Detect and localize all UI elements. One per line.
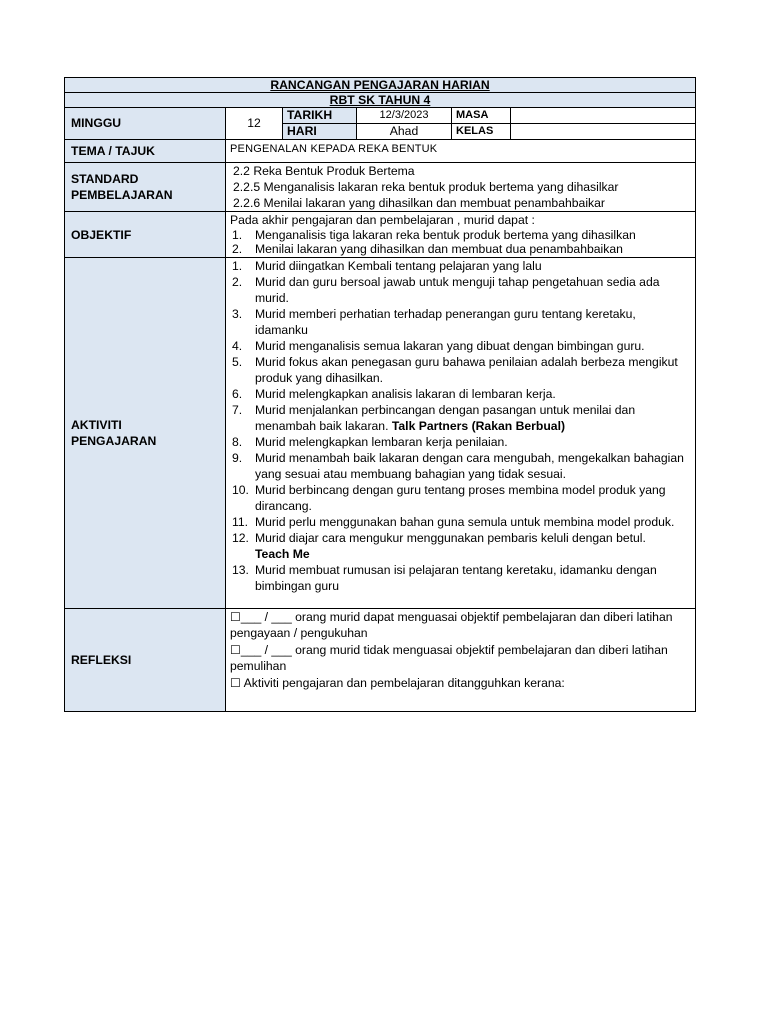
standard-item: 2.2.6 Menilai lakaran yang dihasilkan dan membuat penambahbaikar — [233, 196, 605, 210]
refleksi-content — [226, 609, 696, 712]
list-number: 3. — [232, 307, 243, 321]
standard-label-line1: STANDARD — [71, 172, 139, 186]
list-item — [230, 482, 691, 514]
refleksi-line: ☐ Aktiviti pengajaran dan pembelajaran ditangguhkan kerana: — [230, 676, 565, 690]
standard-row — [65, 163, 696, 212]
list-item — [230, 258, 691, 274]
list-text: Murid menjalankan perbincangan dengan pasangan untuk menilai dan menambah baik lakaran. — [255, 403, 636, 433]
list-item — [230, 514, 691, 530]
list-text: Menganalisis tiga lakaran reka bentuk produk bertema yang dihasilkan — [255, 228, 636, 242]
aktiviti-content — [226, 258, 696, 609]
subtitle-row — [65, 93, 696, 108]
rph-document — [64, 77, 695, 712]
tarikh-label: TARIKH — [283, 108, 357, 124]
list-item — [230, 386, 691, 402]
masa-label: MASA — [452, 108, 511, 124]
list-number: 1. — [232, 228, 243, 242]
list-number: 1. — [232, 259, 243, 273]
standard-label-line2: PEMBELAJARAN — [71, 188, 173, 202]
standard-content — [226, 163, 696, 212]
info-row-1 — [65, 108, 696, 124]
aktiviti-label-line2: PENGAJARAN — [71, 434, 157, 448]
list-item — [230, 530, 691, 562]
tarikh-value: 12/3/2023 — [357, 108, 452, 124]
list-number: 9. — [232, 451, 243, 465]
hari-label: HARI — [283, 124, 357, 140]
refleksi-label: REFLEKSI — [65, 609, 226, 712]
title-row — [65, 78, 696, 93]
refleksi-line: ☐___ / ___ orang murid tidak menguasai objektif pembelajaran dan diberi latihan pemulihan — [230, 643, 668, 673]
objektif-label: OBJEKTIF — [65, 212, 226, 258]
rph-table — [64, 77, 696, 712]
list-text: Murid diajar cara mengukur menggunakan pembaris keluli dengan betul. — [255, 531, 646, 545]
list-number: 6. — [232, 387, 243, 401]
masa-value — [511, 108, 696, 124]
refleksi-row — [65, 609, 696, 712]
list-text: Menilai lakaran yang dihasilkan dan membuat dua penambahbaikan — [255, 242, 623, 256]
aktiviti-label-line1: AKTIVITI — [71, 418, 122, 432]
kelas-label: KELAS — [452, 124, 511, 140]
list-item — [230, 306, 691, 338]
list-text: Murid dan guru bersoal jawab untuk menguji tahap pengetahuan sedia ada murid. — [255, 275, 660, 305]
list-text: Murid berbincang dengan guru tentang proses membina model produk yang dirancang. — [255, 483, 666, 513]
list-text: Murid melengkapkan lembaran kerja penilaian. — [255, 435, 508, 449]
standard-label — [65, 163, 226, 212]
minggu-value: 12 — [226, 108, 283, 140]
refleksi-line: ☐___ / ___ orang murid dapat menguasai objektif pembelajaran dan diberi latihan pengayaan / pengukuhan — [230, 610, 673, 640]
list-item — [230, 228, 691, 242]
document-subtitle: RBT SK TAHUN 4 — [65, 93, 696, 108]
list-item — [230, 402, 691, 434]
list-number: 11. — [232, 515, 249, 529]
list-text: Murid membuat rumusan isi pelajaran tentang keretaku, idamanku dengan bimbingan guru — [255, 563, 657, 593]
list-text: Murid fokus akan penegasan guru bahawa penilaian adalah berbeza mengikut produk yang dihasilkan. — [255, 355, 678, 385]
list-item — [230, 450, 691, 482]
list-number: 8. — [232, 435, 243, 449]
list-text: Murid menambah baik lakaran dengan cara mengubah, mengekalkan bahagian yang sesuai atau membuang bahagian yang tidak sesuai. — [255, 451, 684, 481]
objektif-content — [226, 212, 696, 258]
list-number: 2. — [232, 242, 243, 256]
list-number: 10. — [232, 483, 249, 497]
kelas-value — [511, 124, 696, 140]
list-item — [230, 274, 691, 306]
list-text: Murid memberi perhatian terhadap penerangan guru tentang keretaku, idamanku — [255, 307, 636, 337]
strategy-tag: Talk Partners (Rakan Berbual) — [391, 419, 566, 433]
document-title: RANCANGAN PENGAJARAN HARIAN — [65, 78, 696, 93]
hari-value: Ahad — [357, 124, 452, 140]
list-number: 4. — [232, 339, 243, 353]
objektif-row — [65, 212, 696, 258]
objektif-intro: Pada akhir pengajaran dan pembelajaran , murid dapat : — [230, 213, 535, 227]
minggu-label: MINGGU — [65, 108, 226, 140]
list-text: Murid perlu menggunakan bahan guna semula untuk membina model produk. — [255, 515, 675, 529]
tema-label: TEMA / TAJUK — [65, 140, 226, 163]
list-number: 7. — [232, 403, 243, 417]
list-text: Murid menganalisis semua lakaran yang dibuat dengan bimbingan guru. — [255, 339, 645, 353]
objektif-list — [230, 228, 691, 256]
list-item — [230, 562, 691, 594]
standard-item: 2.2 Reka Bentuk Produk Bertema — [233, 164, 415, 178]
list-number: 13. — [232, 563, 249, 577]
list-item — [230, 434, 691, 450]
list-number: 2. — [232, 275, 243, 289]
list-number: 5. — [232, 355, 243, 369]
list-item — [230, 354, 691, 386]
tema-value: PENGENALAN KEPADA REKA BENTUK — [226, 140, 696, 163]
list-number: 12. — [232, 531, 249, 545]
strategy-tag: Teach Me — [255, 547, 310, 561]
list-text: Murid melengkapkan analisis lakaran di lembaran kerja. — [255, 387, 556, 401]
list-item — [230, 242, 691, 256]
tema-row — [65, 140, 696, 163]
standard-item: 2.2.5 Menganalisis lakaran reka bentuk produk bertema yang dihasilkar — [233, 180, 619, 194]
aktiviti-row — [65, 258, 696, 609]
aktiviti-list — [230, 258, 691, 594]
list-item — [230, 338, 691, 354]
list-text: Murid diingatkan Kembali tentang pelajaran yang lalu — [255, 259, 542, 273]
aktiviti-label — [65, 258, 226, 609]
